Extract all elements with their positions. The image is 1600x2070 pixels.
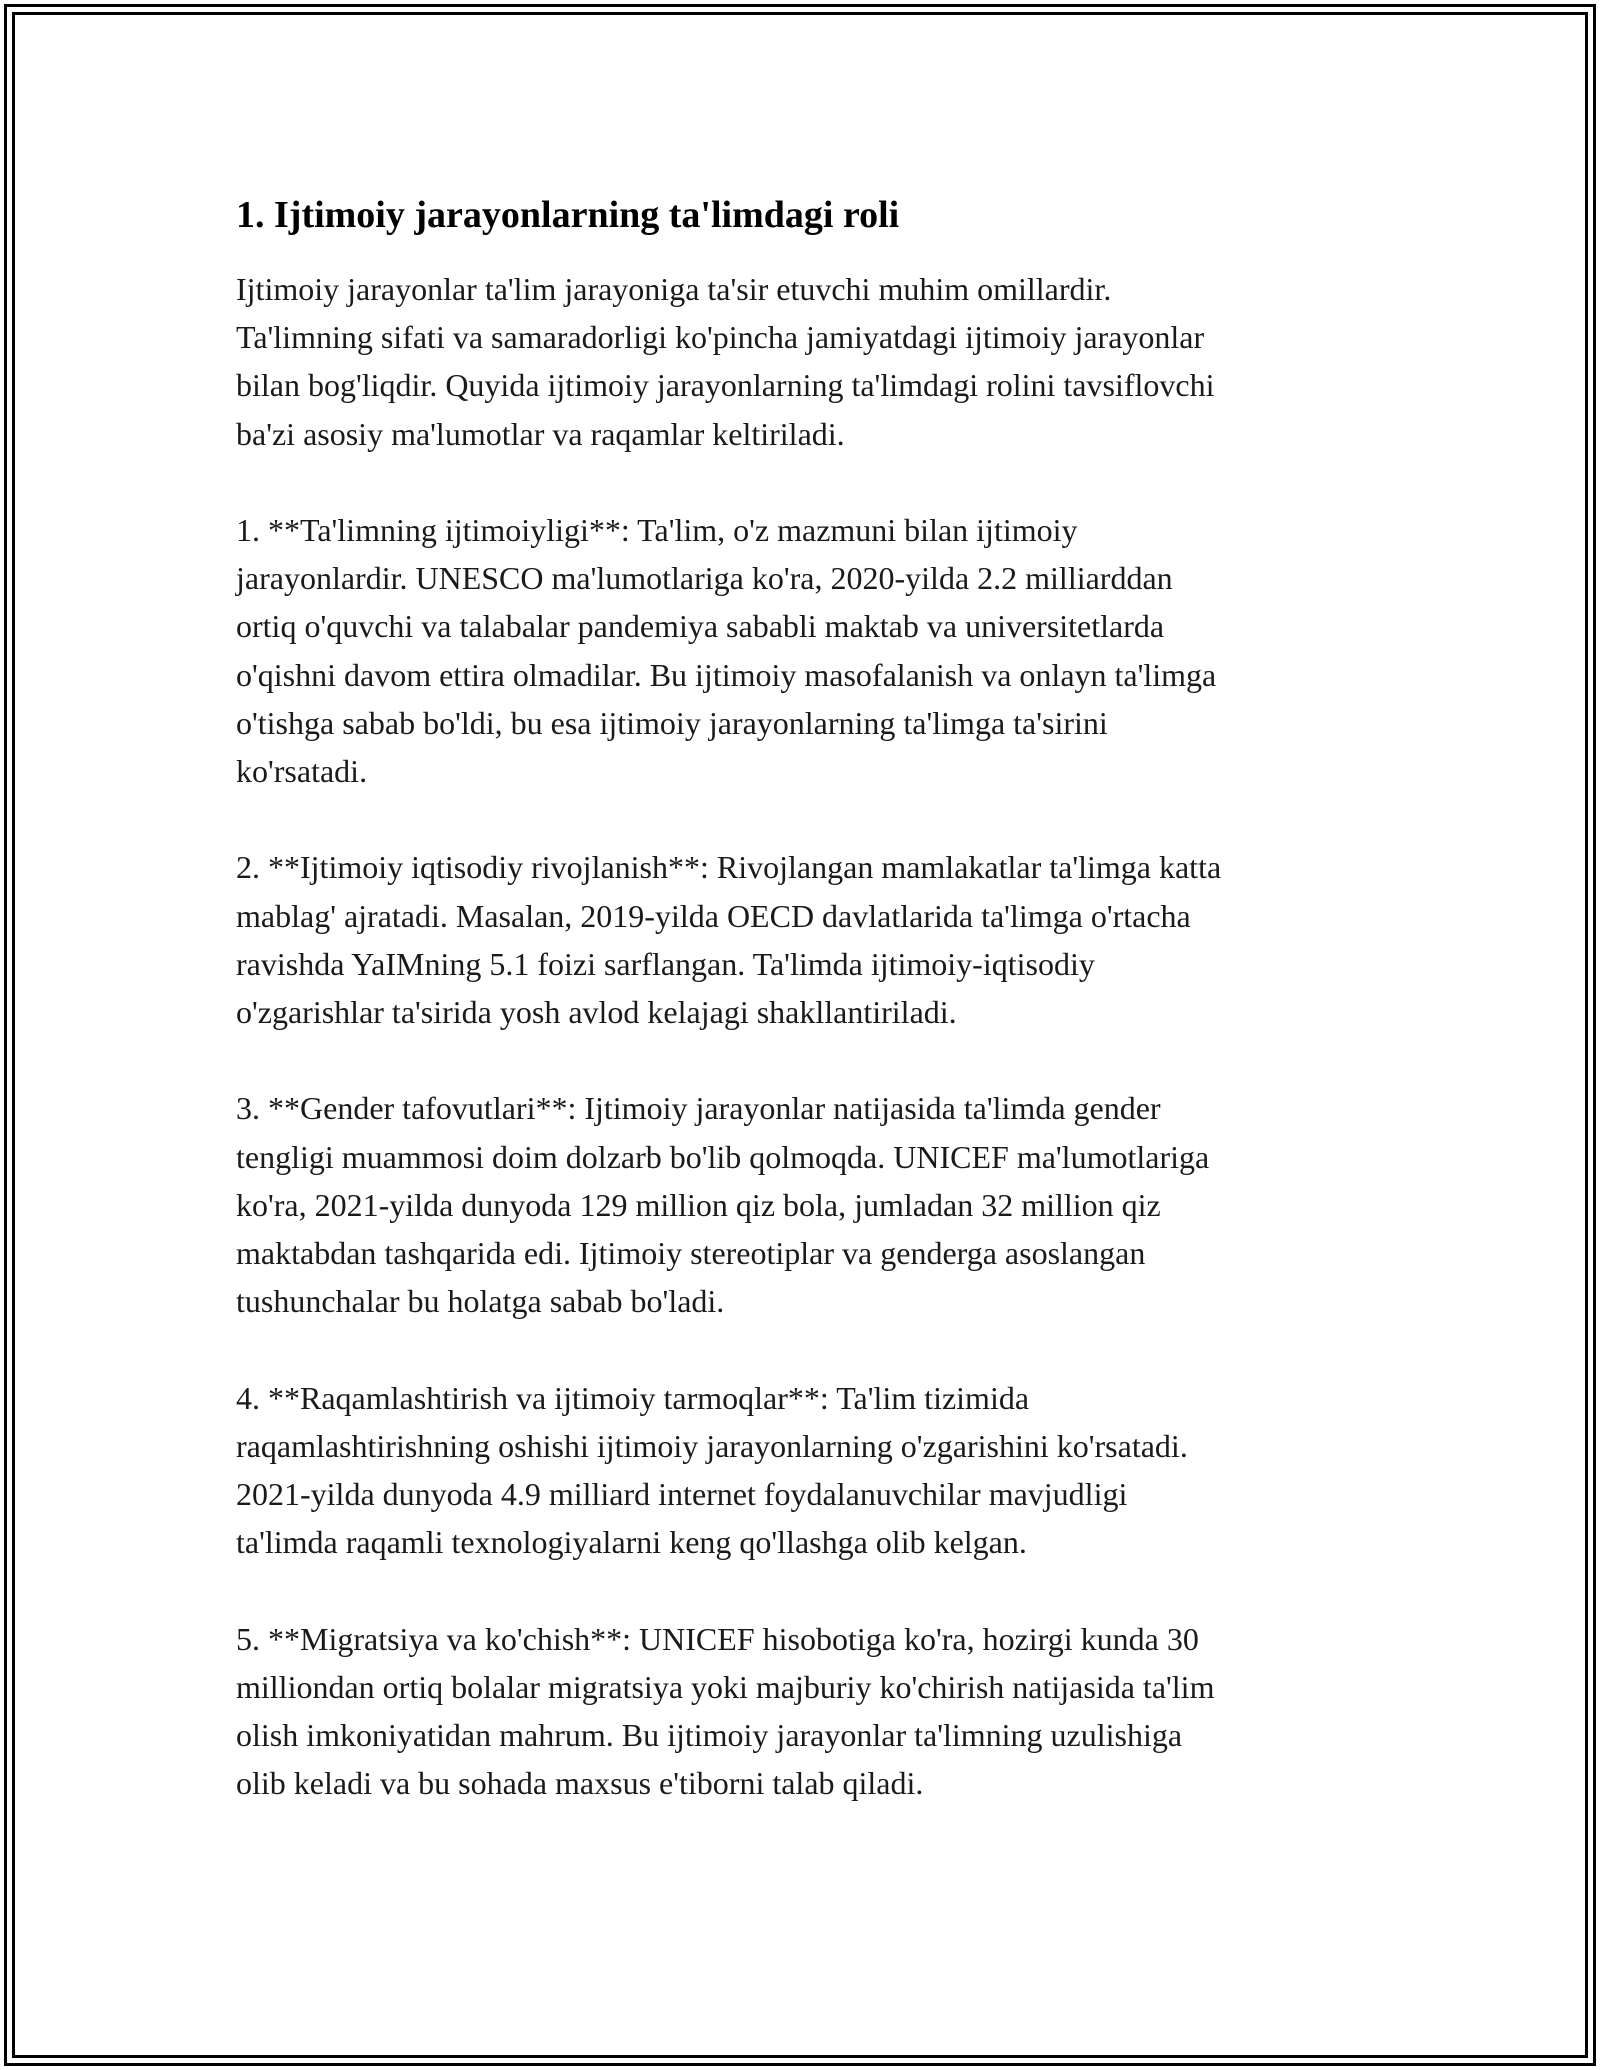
list-item-5: 5. **Migratsiya va ko'chish**: UNICEF hisobotiga ko'ra, hozirgi kunda 30 milliondan ortiq bolalar migratsiya yoki majburiy ko'chirish natijasida ta'lim olish imkoniyatidan mahrum. Bu ijtimoiy jarayonlar ta'limning uzulishiga olib keladi va bu sohada maxsus e'tiborni talab qiladi. bbox=[236, 1620, 1215, 1802]
document-body bbox=[236, 185, 1376, 1856]
page-title: 1. Ijtimoiy jarayonlarning ta'limdagi roli bbox=[236, 194, 900, 236]
list-item-4: 4. **Raqamlashtirish va ijtimoiy tarmoqlar**: Ta'lim tizimida raqamlashtirishning oshishi ijtimoiy jarayonlarning o'zgarishini ko'rsatadi. 2021-yilda dunyoda 4.9 milliard internet foydalanuvchilar mavjudligi ta'limda raqamli texnologiyalarni keng qo'llashga olib kelgan. bbox=[236, 1379, 1188, 1561]
list-item-3: 3. **Gender tafovutlari**: Ijtimoiy jarayonlar natijasida ta'limda gender tengligi muammosi doim dolzarb bo'lib qolmoqda. UNICEF ma'lumotlariga ko'ra, 2021-yilda dunyoda 129 million qiz bola, jumladan 32 million qiz maktabdan tashqarida edi. Ijtimoiy stereotiplar va genderga asoslangan tushunchalar bu holatga sabab bo'ladi. bbox=[236, 1090, 1210, 1320]
intro-paragraph: Ijtimoiy jarayonlar ta'lim jarayoniga ta'sir etuvchi muhim omillardir. Ta'limning sifati va samaradorligi ko'pincha jamiyatdagi ijtimoiy jarayonlar bilan bog'liqdir. Quyida ijtimoiy jarayonlarning ta'limdagi rolini tavsiflovchi ba'zi asosiy ma'lumotlar va raqamlar keltiriladi. bbox=[236, 271, 1215, 452]
list-item-1: 1. **Ta'limning ijtimoiyligi**: Ta'lim, o'z mazmuni bilan ijtimoiy jarayonlardir. UNESCO ma'lumotlariga ko'ra, 2020-yilda 2.2 milliarddan ortiq o'quvchi va talabalar pandemiya sababli maktab va universitetlarda o'qishni davom ettira olmadilar. Bu ijtimoiy masofalanish va onlayn ta'limga o'tishga sabab bo'ldi, bu esa ijtimoiy jarayonlarning ta'limga ta'sirini ko'rsatadi. bbox=[236, 512, 1217, 790]
list-item-2: 2. **Ijtimoiy iqtisodiy rivojlanish**: Rivojlangan mamlakatlar ta'limga katta mablag' ajratadi. Masalan, 2019-yilda OECD davlatlarida ta'limga o'rtacha ravishda YaIMning 5.1 foizi sarflangan. Ta'limda ijtimoiy-iqtisodiy o'zgarishlar ta'sirida yosh avlod kelajagi shakllantiriladi. bbox=[236, 849, 1222, 1031]
